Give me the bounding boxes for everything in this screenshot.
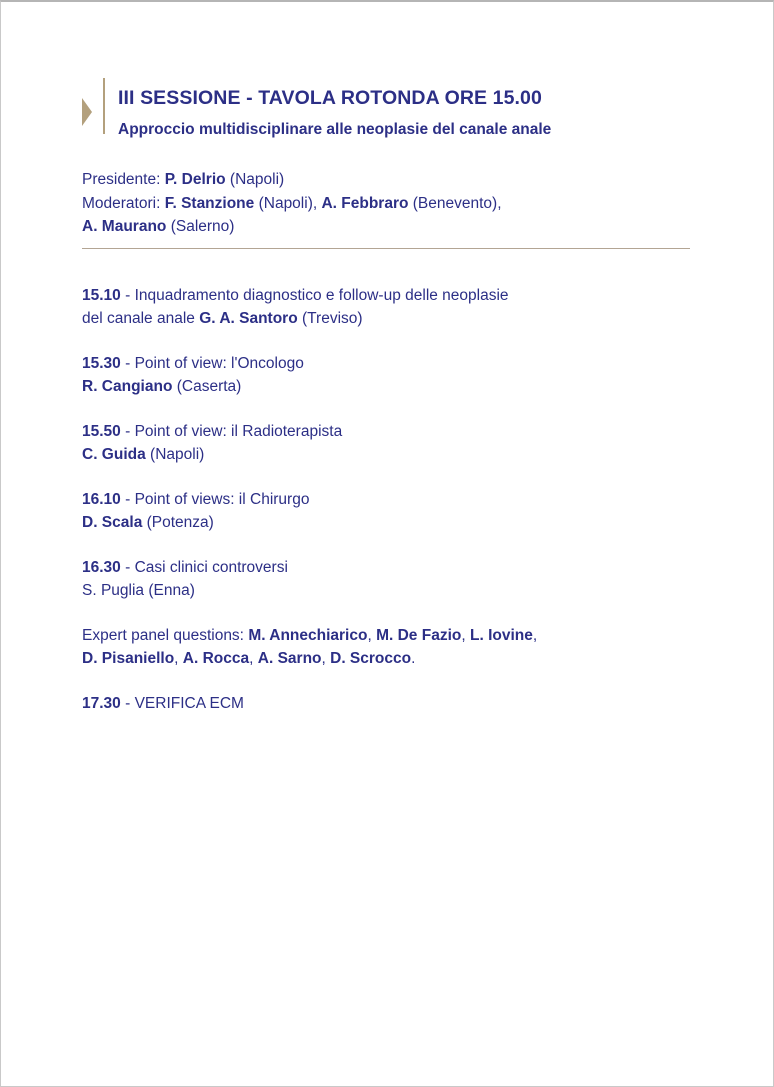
chairs-block — [82, 168, 702, 239]
item-speaker: C. Guida — [82, 446, 146, 463]
program-list — [82, 284, 722, 737]
president-line — [82, 168, 702, 192]
separator: , — [174, 650, 183, 667]
panelist-name: M. De Fazio — [376, 627, 462, 644]
item-title: - Point of view: il Radioterapista — [120, 423, 343, 440]
separator: , — [249, 650, 258, 667]
moderator-name: F. Stanzione — [164, 194, 255, 212]
panelist-name: A. Sarno — [257, 650, 322, 667]
program-item-closing — [82, 692, 722, 715]
panel-end: . — [411, 650, 416, 667]
program-item — [82, 488, 722, 534]
program-item — [82, 284, 722, 330]
moderator-name: A. Febbraro — [321, 194, 409, 212]
item-speaker: G. A. Santoro — [199, 310, 298, 327]
item-title: del canale anale — [82, 310, 200, 327]
item-city: (Potenza) — [142, 514, 214, 531]
item-title: - Point of views: il Chirurgo — [120, 491, 310, 508]
moderator-city: (Napoli), — [254, 194, 322, 212]
moderator-city: (Salerno) — [166, 218, 235, 235]
item-title: - VERIFICA ECM — [120, 695, 244, 712]
item-title: - Casi clinici controversi — [120, 559, 288, 576]
session-title: III SESSIONE - TAVOLA ROTONDA ORE 15.00 — [118, 87, 542, 109]
moderators-line-2 — [82, 215, 702, 239]
item-city: (Caserta) — [172, 378, 242, 395]
vertical-rule — [103, 78, 105, 134]
item-city: (Treviso) — [297, 310, 363, 327]
panelist-name: A. Rocca — [182, 650, 250, 667]
divider-line — [82, 248, 690, 249]
separator: , — [367, 627, 377, 644]
program-item — [82, 556, 722, 602]
president-label: Presidente: — [82, 171, 165, 188]
president-city: (Napoli) — [225, 171, 285, 188]
moderator-name: A. Maurano — [82, 218, 167, 235]
item-title: - Point of view: l'Oncologo — [120, 355, 304, 372]
item-speaker: D. Scala — [82, 514, 143, 531]
item-time: 17.30 — [82, 695, 121, 712]
item-time: 16.10 — [82, 491, 121, 508]
session-subtitle: Approccio multidisciplinare alle neoplasie del canale anale — [118, 121, 552, 138]
program-item — [82, 420, 722, 466]
separator: , — [532, 627, 538, 644]
item-time: 15.50 — [82, 423, 121, 440]
separator: , — [321, 650, 331, 667]
session-header — [82, 78, 702, 148]
expert-panel-label: Expert panel questions: — [82, 627, 249, 644]
program-item — [82, 352, 722, 398]
panelist-name: L. Iovine — [469, 627, 533, 644]
item-time: 16.30 — [82, 559, 121, 576]
item-time: 15.30 — [82, 355, 121, 372]
item-time: 15.10 — [82, 287, 121, 304]
panelist-name: D. Pisaniello — [82, 650, 175, 667]
moderators-line — [82, 192, 702, 216]
item-speaker: R. Cangiano — [82, 378, 173, 395]
expert-panel — [82, 624, 722, 670]
panelist-name: D. Scrocco — [330, 650, 412, 667]
moderator-city: (Benevento), — [408, 194, 502, 212]
moderators-label: Moderatori: — [82, 194, 165, 212]
separator: , — [461, 627, 470, 644]
panelist-name: M. Annechiarico — [248, 627, 368, 644]
item-speaker: S. Puglia (Enna) — [82, 582, 195, 599]
president-name: P. Delrio — [164, 171, 226, 188]
triangle-marker-icon — [82, 98, 92, 126]
item-title: - Inquadramento diagnostico e follow-up delle neoplasie — [120, 287, 509, 304]
item-city: (Napoli) — [145, 446, 205, 463]
